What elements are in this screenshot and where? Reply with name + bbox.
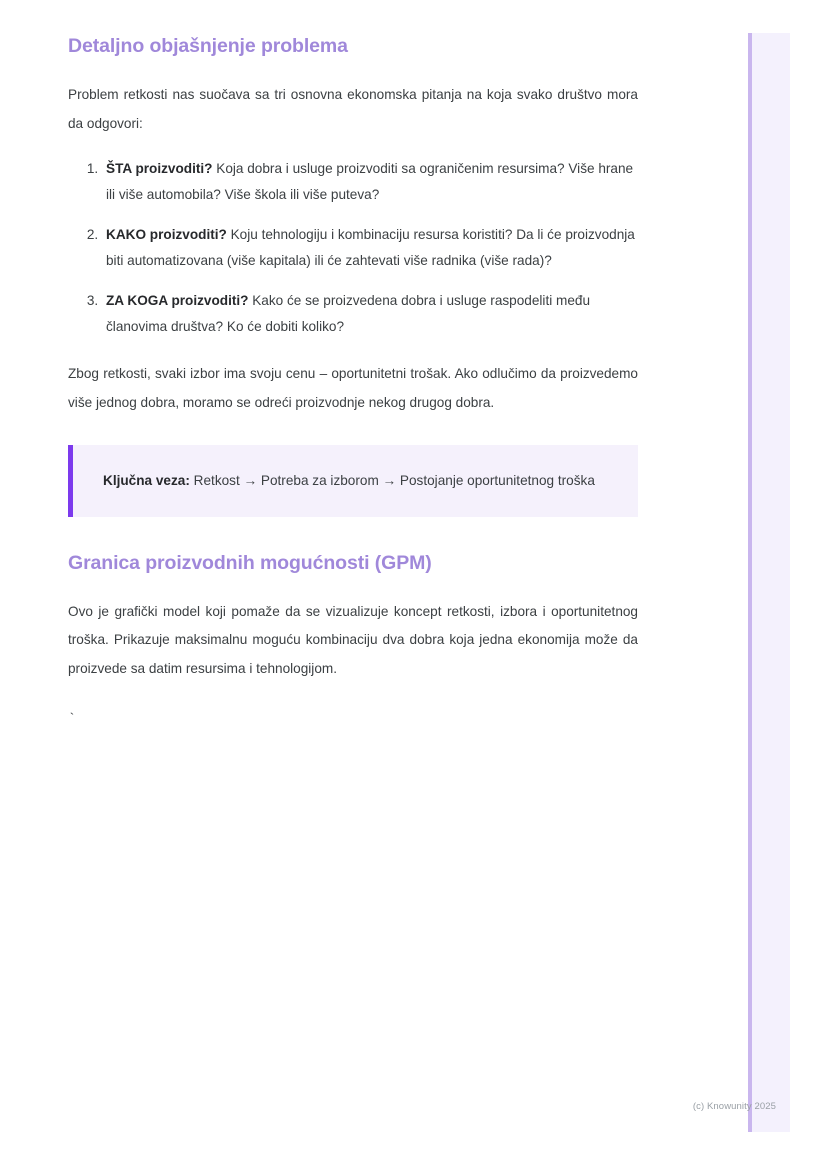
callout-text xyxy=(103,467,612,495)
callout-label: Ključna veza: xyxy=(103,473,190,489)
intro-paragraph: Problem retkosti nas suočava sa tri osnovna ekonomska pitanja na koja svako društvo mora da odgovori: xyxy=(68,87,638,131)
list-item-label: KAKO proizvoditi? xyxy=(106,227,227,243)
right-side-panel xyxy=(748,33,790,1132)
section-heading-gpm: Granica proizvodnih mogućnosti (GPM) xyxy=(68,552,432,575)
list-item xyxy=(102,222,638,274)
list-item xyxy=(102,156,638,208)
document-content xyxy=(68,34,638,729)
page-title: Detaljno objašnjenje problema xyxy=(68,35,348,57)
economic-questions-list xyxy=(68,156,638,340)
key-connection-callout xyxy=(68,445,638,517)
scarcity-paragraph: Zbog retkosti, svaki izbor ima svoju cenu – oportunitetni trošak. Ako odlučimo da proizvedemo više jednog dobra, moramo se odreći proizvodnje nekog drugog dobra. xyxy=(68,366,638,410)
footer-copyright: (c) Knowunity 2025 xyxy=(692,1101,776,1112)
list-item-text: Koju tehnologiju i kombinaciju resursa koristiti? Da li će proizvodnja biti automatizovana (više kapitala) ili će zahtevati više radnika (više rada)? xyxy=(106,227,635,269)
callout-body: Retkost → Potreba za izborom → Postojanje oportunitetnog troška xyxy=(189,473,595,489)
gpm-paragraph: Ovo je grafički model koji pomaže da se vizualizuje koncept retkosti, izbora i oportunitetnog troška. Prikazuje maksimalnu moguću kombinaciju dva dobra koja jedna ekonomija može da proizvede sa datim resursima i tehnologijom. xyxy=(68,603,638,676)
callout-spacer xyxy=(68,517,638,551)
list-item-label: ŠTA proizvoditi? xyxy=(106,161,213,177)
list-item-label: ZA KOGA proizvoditi? xyxy=(106,293,249,309)
stray-backtick-character: ` xyxy=(68,711,76,727)
list-item xyxy=(102,288,638,340)
list-item-text: Koja dobra i usluge proizvoditi sa ograničenim resursima? Više hrane ili više automobila? Više škola ili više puteva? xyxy=(106,161,634,203)
list-item-text: Kako će se proizvedena dobra i usluge raspodeliti među članovima društva? Ko će dobiti koliko? xyxy=(106,293,591,335)
